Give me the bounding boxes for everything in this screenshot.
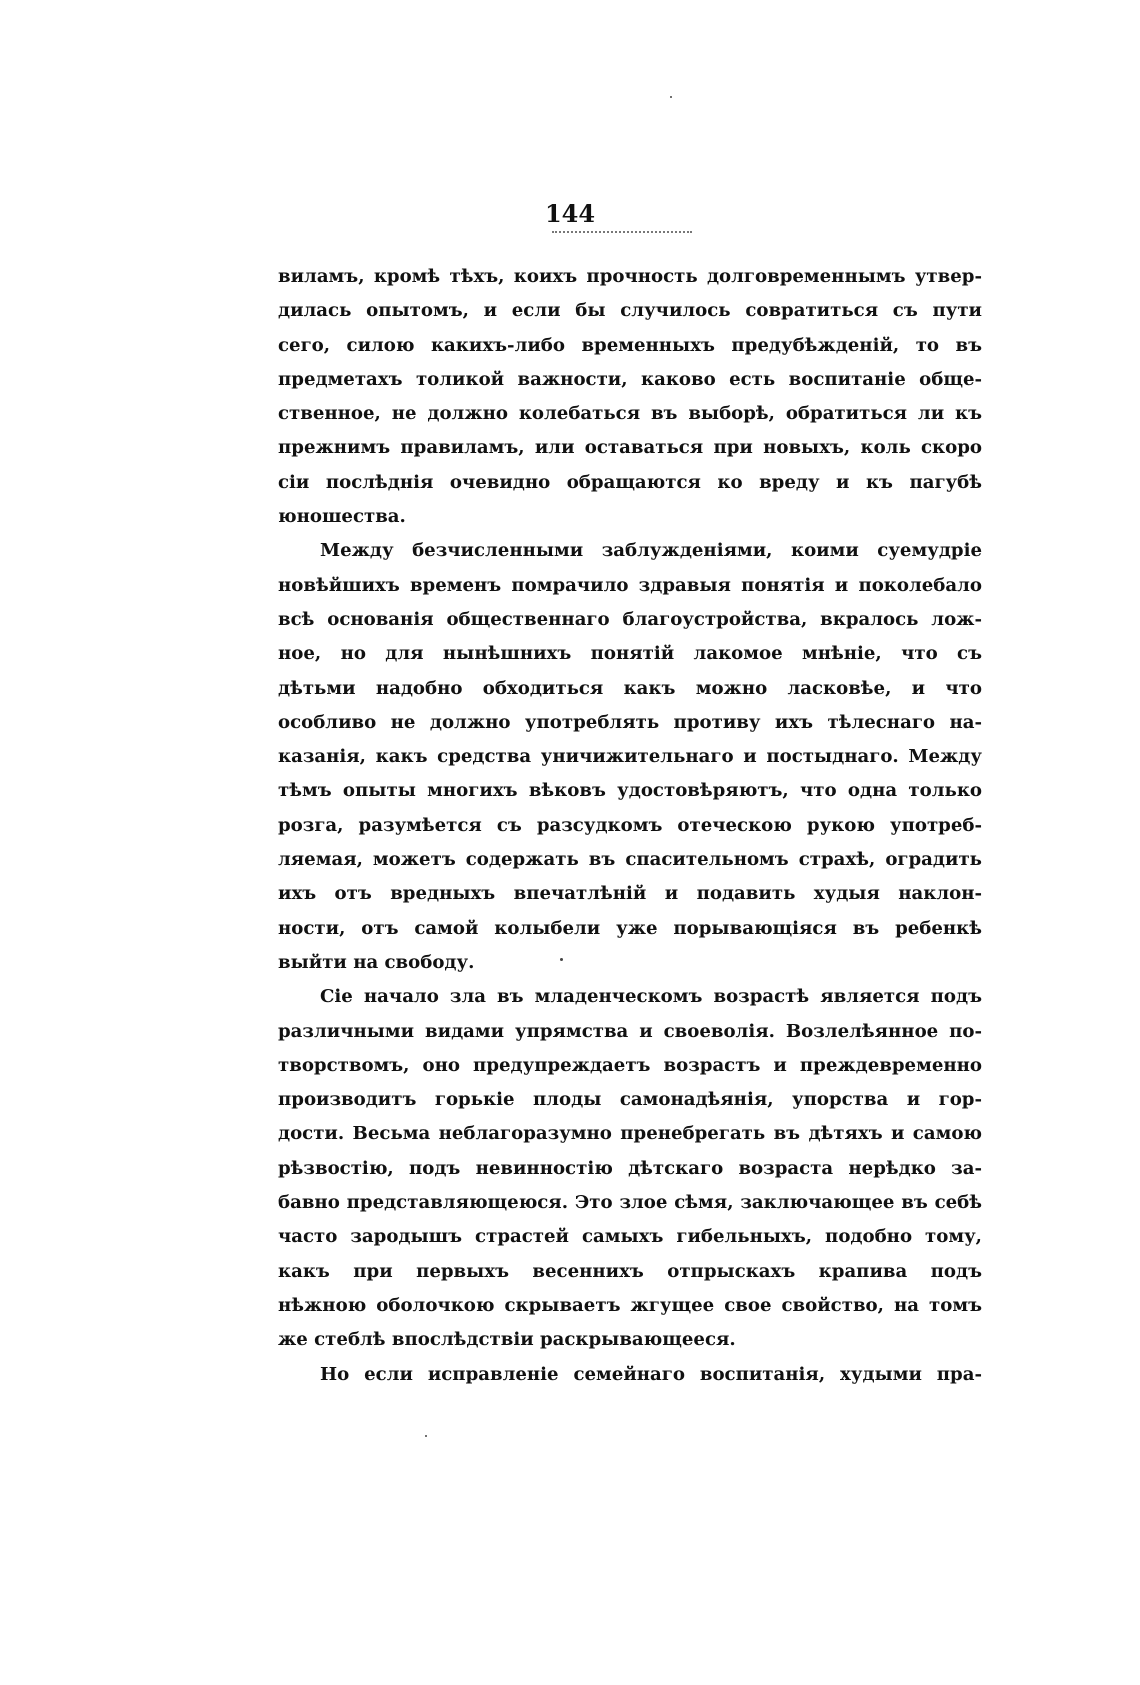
page-number: 144 <box>544 199 596 228</box>
text-line: производитъ горькіе плоды самонадѣянія, упорства и гор- <box>278 1089 982 1111</box>
text-line: дилась опытомъ, и если бы случилось совратиться съ пути <box>278 300 982 322</box>
text-line: же стеблѣ впослѣдствіи раскрывающееся. <box>278 1329 736 1351</box>
text-line: какъ при первыхъ весеннихъ отпрыскахъ крапива подъ <box>278 1260 982 1282</box>
text-line: выйти на свободу. <box>278 951 475 973</box>
paragraph <box>278 980 982 1357</box>
text-line: юношества. <box>278 506 406 528</box>
text-line: творствомъ, оно предупреждаетъ возрастъ и преждевременно <box>278 1054 982 1076</box>
page-number-rule <box>552 231 692 233</box>
text-line: рѣзвостію, подъ невинностію дѣтскаго возраста нерѣдко за- <box>278 1157 982 1179</box>
text-line: розга, разумѣется съ разсудкомъ отеческою рукою употреб- <box>278 814 982 836</box>
paragraph <box>278 260 982 534</box>
text-line: различными видами упрямства и своеволія. Возлелѣянное по- <box>278 1020 982 1042</box>
text-line: особливо не должно употреблять противу ихъ тѣлеснаго на- <box>278 711 982 733</box>
text-line: виламъ, кромѣ тѣхъ, коихъ прочность долговременнымъ утвер- <box>278 266 982 287</box>
text-line: предметахъ толикой важности, каково есть воспитаніе обще- <box>278 368 982 390</box>
print-speck <box>425 1435 427 1437</box>
text-line: всѣ основанія общественнаго благоустройства, вкралось лож- <box>278 608 982 630</box>
text-line: ное, но для нынѣшнихъ понятій лакомое мнѣніе, что съ <box>278 643 982 665</box>
text-line: часто зародышъ страстей самыхъ гибельныхъ, подобно тому, <box>278 1226 982 1248</box>
text-line: дости. Весьма неблагоразумно пренебрегать въ дѣтяхъ и самою <box>278 1123 982 1145</box>
print-speck <box>670 96 672 98</box>
text-line: Между безчисленными заблужденіями, коими суемудріе <box>320 540 982 562</box>
text-line: нѣжною оболочкою скрываетъ жгущее свое свойство, на томъ <box>278 1294 982 1316</box>
text-line: ственное, не должно колебаться въ выборѣ, обратиться ли къ <box>278 403 982 425</box>
text-line: дѣтьми надобно обходиться какъ можно ласковѣе, и что <box>278 677 982 699</box>
text-line: сего, силою какихъ-либо временныхъ предубѣжденій, то въ <box>278 334 982 356</box>
text-line: тѣмъ опыты многихъ вѣковъ удостовѣряютъ, что одна только <box>278 780 982 802</box>
paragraph <box>278 1358 982 1392</box>
text-line: новѣйшихъ временъ помрачило здравыя понятія и поколебало <box>278 574 982 596</box>
text-line: прежнимъ правиламъ, или оставаться при новыхъ, коль скоро <box>278 437 982 459</box>
print-speck <box>560 958 563 961</box>
body-text <box>278 260 982 1392</box>
text-line: ности, отъ самой колыбели уже порывающіяся въ ребенкѣ <box>278 917 982 939</box>
text-line: Сіе начало зла въ младенческомъ возрастѣ является подъ <box>320 986 982 1008</box>
text-line: ляемая, можетъ содержать въ спасительномъ страхѣ, оградить <box>278 849 982 871</box>
text-line: казанія, какъ средства уничижительнаго и постыднаго. Между <box>278 746 982 768</box>
text-line: Но если исправленіе семейнаго воспитанія, худыми пра- <box>320 1363 982 1385</box>
text-line: ихъ отъ вредныхъ впечатлѣній и подавить худыя наклон- <box>278 883 982 905</box>
text-line: бавно представляющеюся. Это злое сѣмя, заключающее въ себѣ <box>278 1192 982 1214</box>
text-line: сіи послѣднія очевидно обращаются ко вреду и къ пагубѣ <box>278 471 982 493</box>
paragraph <box>278 534 982 980</box>
